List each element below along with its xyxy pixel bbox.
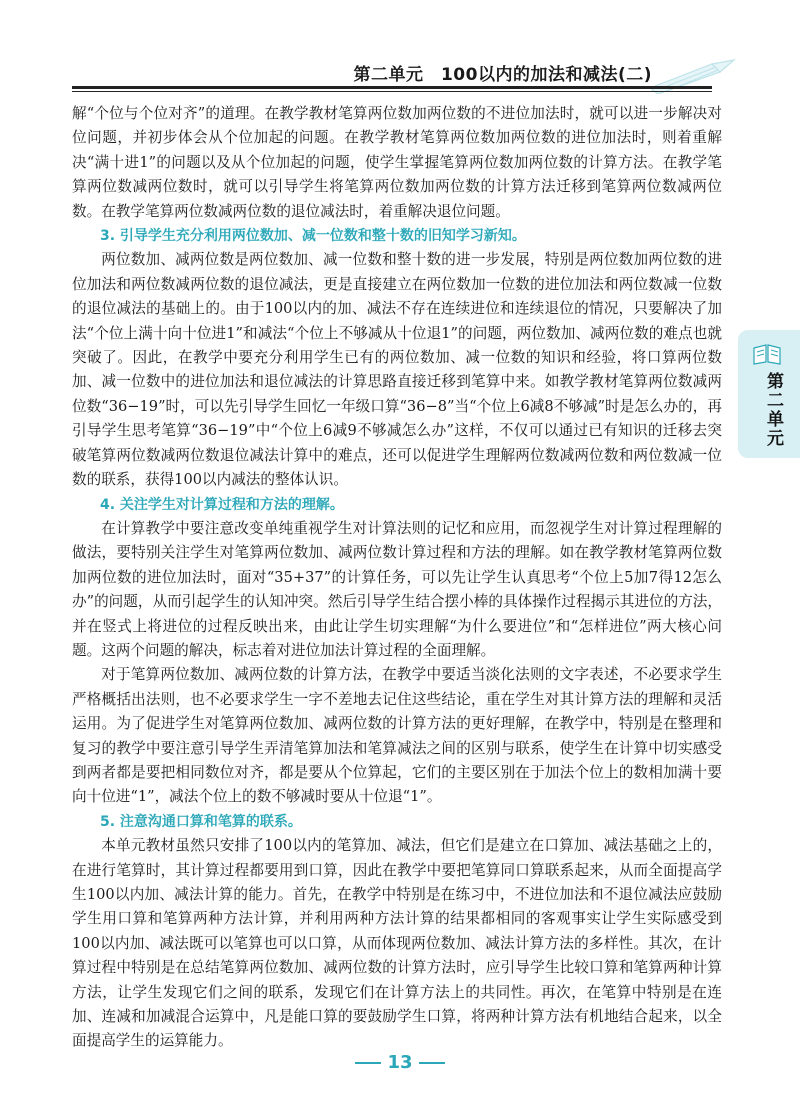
page-footer — [0, 1052, 800, 1073]
book-icon — [752, 342, 782, 366]
page-header — [0, 0, 800, 92]
footer-dash-left — [355, 1062, 381, 1064]
chapter-title: 第二单元 100以内的加法和减法(二) — [353, 65, 652, 85]
page-number: 13 — [387, 1052, 413, 1073]
paragraph-2: 两位数加、减两位数是两位数加、减一位数和整十数的进一步发展，特别是两位数加两位数的进位加法和两位数减两位数的退位减法，更是直接建立在两位数加一位数的进位加法和两位数减一位数的退位减法的基础上的。由于100以内的加、减法不存在连续进位和连续退位的情况，只要解决了加法“个位上满十向十位进1”和减法“个位上不够减从十位退1”的问题，两位数加、减两位数的难点也就突破了。因此，在教学中要充分利用学生已有的两位数加、减一位数的知识和经验，将口算两位数加、减一位数中的进位加法和退位减法的计算思路直接迁移到笔算中来。如教学教材笔算两位数减两位数“36−19”时，可以先引导学生回忆一年级口算“36−8”当“个位上6减8不够减”时是怎么办的，再引导学生思考笔算“36−19”中“个位上6减9不够减怎么办”这样，不仅可以通过已有知识的迁移去突破笔算两位数减两位数退位减法计算中的难点，还可以促进学生理解两位数减两位数和两位数减一位数的联系，获得100以内减法的整体认识。 — [72, 251, 722, 489]
side-tab-label: 第二单元 — [763, 372, 783, 448]
header-rule — [72, 86, 712, 89]
paragraph-7: 本单元教材虽然只安排了100以内的笔算加、减法，但它们是建立在口算加、减法基础之上的，在进行笔算时，其计算过程都要用到口算，因此在教学中要把笔算同口算联系起来，从而全面提高学生100以内加、减法计算的能力。首先，在教学中特别是在练习中，不进位加法和不退位减法应鼓励学生用口算和笔算两种方法计算，并利用两种方法计算的结果都相同的客观事实让学生实际感受到100以内加、减法既可以笔算也可以口算，从而体现两位数加、减法计算方法的多样性。其次，在计算过程中特别是在总结笔算两位数加、减两位数的计算方法时，应引导学生比较口算和笔算两种计算方法，让学生发现它们之间的联系，发现它们在计算方法上的共同性。再次，在笔算中特别是在连加、连减和加减混合运算中，凡是能口算的要鼓励学生口算，将两种计算方法有机地结合起来，以全面提高学生的运算能力。 — [72, 837, 722, 1050]
paragraph-0: 解“个位与个位对齐”的道理。在教学教材笔算两位数加两位数的不进位加法时，就可以进一步解决对位问题，并初步体会从个位加起的问题。在教学教材笔算两位数加两位数的进位加法时，则着重解决“满十进1”的问题以及从个位加起的问题，使学生掌握笔算两位数加两位数的计算方法。在教学笔算两位数减两位数时，就可以引导学生将笔算两位数加两位数的计算方法迁移到笔算两位数减两位数。在教学笔算两位数减两位数的退位减法时，着重解决退位问题。 — [72, 105, 722, 220]
header-rule-thin — [72, 91, 712, 92]
chapter-side-tab — [738, 330, 800, 458]
page-body — [72, 102, 722, 1054]
footer-dash-right — [419, 1062, 445, 1064]
paragraph-5: 对于笔算两位数加、减两位数的计算方法，在教学中要适当淡化法则的文字表述，不必要求学生严格概括出法则，也不必要求学生一字不差地去记住这些结论，重在学生对其计算方法的理解和灵活运用。为了促进学生对笔算两位数加、减两位数的计算方法的更好理解，在教学中，特别是在整理和复习的教学中要注意引导学生弄清笔算加法和笔算减法之间的区别与联系，使学生在计算中切实感受到两者都是要把相同数位对齐，都是要从个位算起，它们的主要区别在于加法个位上的数相加满十要向十位进“1”，减法个位上的数不够减时要从十位退“1”。 — [72, 666, 722, 806]
paragraph-4: 在计算教学中要注意改变单纯重视学生对计算法则的记忆和应用，而忽视学生对计算过程理解的做法，要特别关注学生对笔算两位数加、减两位数计算过程和方法的理解。如在教学教材笔算两位数加两位数的进位加法时，面对“35+37”的计算任务，可以先让学生认真思考“个位上5加7得12怎么办”的问题，从而引起学生的认知冲突。然后引导学生结合摆小棒的具体操作过程揭示其进位的方法，并在竖式上将进位的过程反映出来，由此让学生切实理解“为什么要进位”和“怎样进位”两大核心问题。这两个问题的解决，标志着对进位加法计算过程的全面理解。 — [72, 519, 722, 659]
section-heading-5: 5. 注意沟通口算和笔算的联系。 — [100, 813, 302, 830]
section-heading-4: 4. 关注学生对计算过程和方法的理解。 — [100, 496, 344, 513]
section-heading-3: 3. 引导学生充分利用两位数加、减一位数和整十数的旧知学习新知。 — [100, 228, 526, 245]
